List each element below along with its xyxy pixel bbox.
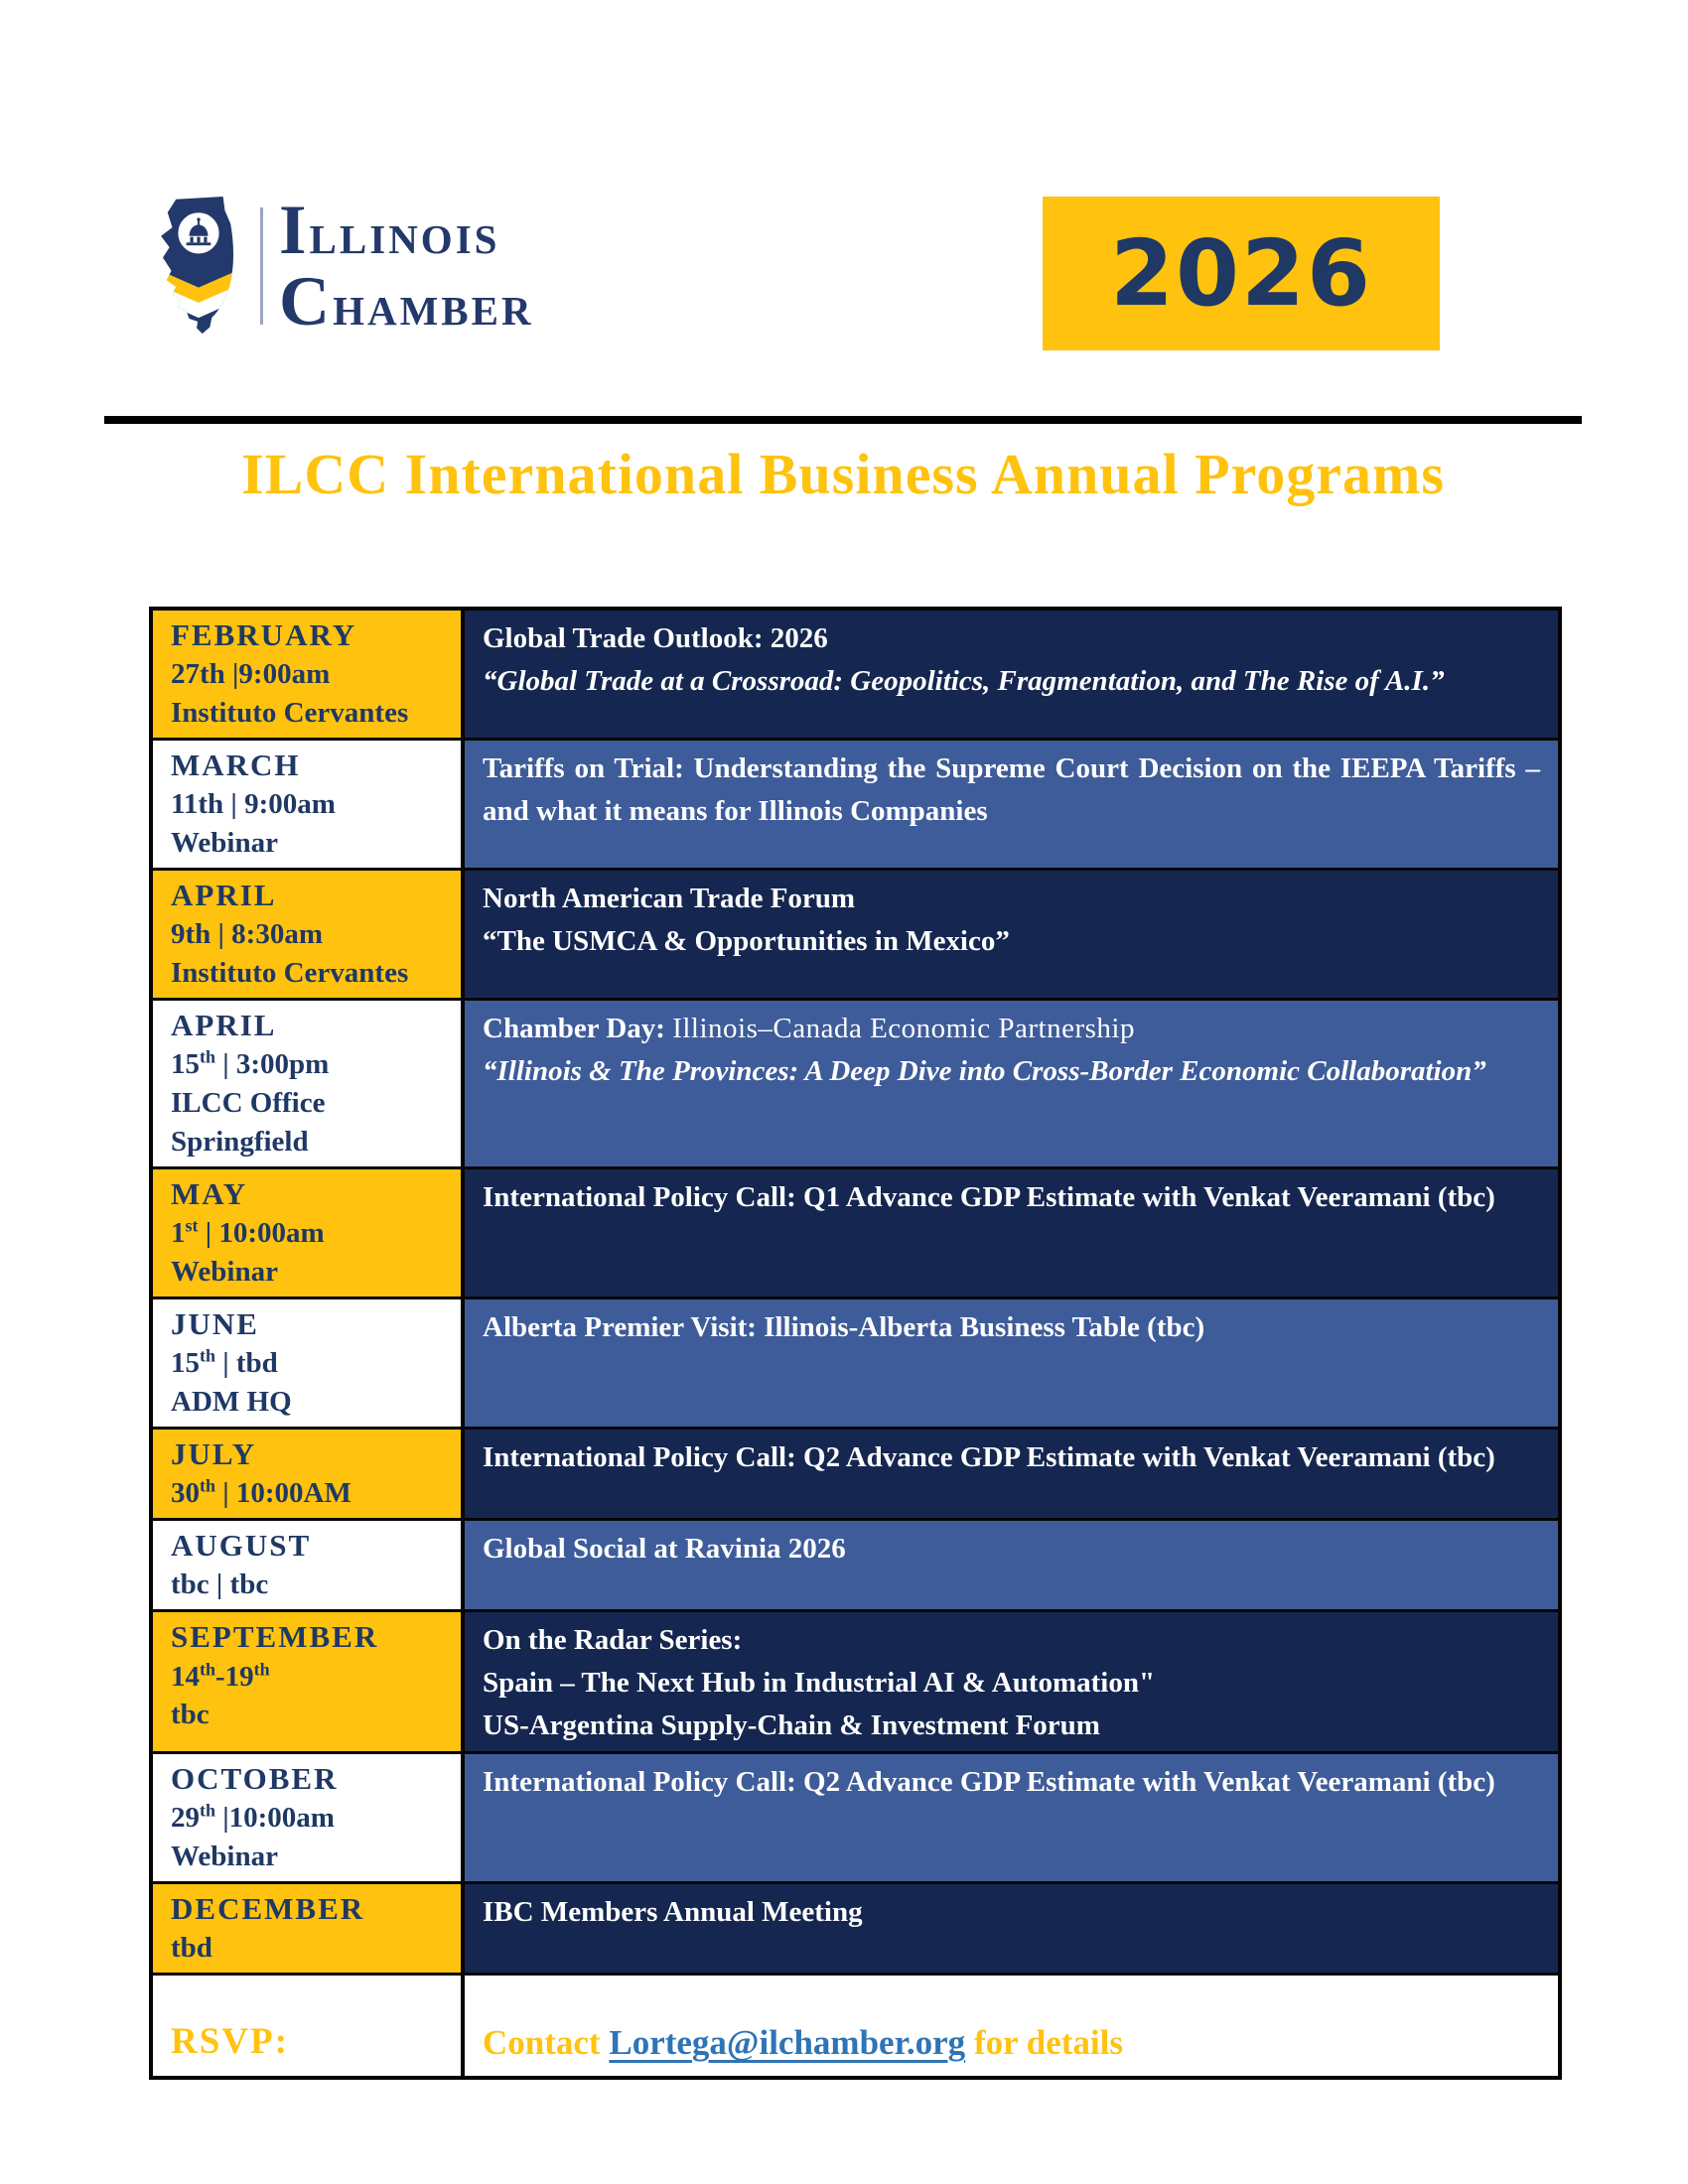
month-label: APRIL — [171, 878, 277, 913]
rsvp-contact-suffix: for details — [973, 2023, 1123, 2063]
month-label: APRIL — [171, 1008, 277, 1043]
venue-detail-2: Springfield — [171, 1126, 309, 1159]
logo-wordmark — [279, 192, 534, 341]
event-cell — [465, 871, 1558, 998]
event-cell — [465, 1299, 1558, 1427]
date-cell — [153, 1754, 465, 1881]
month-label: MAY — [171, 1175, 248, 1211]
date-cell — [153, 1884, 465, 1973]
event-cell — [465, 1430, 1558, 1518]
rsvp-contact-cell — [465, 1976, 1558, 2076]
date-time-detail: 15th | tbd — [171, 1345, 278, 1380]
event-title-rest: Illinois–Canada Economic Partnership — [672, 1013, 1135, 1045]
event-subtitle: “The USMCA & Opportunities in Mexico” — [483, 924, 1010, 957]
event-cell — [465, 1001, 1558, 1166]
venue-detail: Instituto Cervantes — [171, 957, 409, 990]
rsvp-label-cell — [153, 1976, 465, 2076]
venue-detail: Instituto Cervantes — [171, 697, 409, 730]
month-label: AUGUST — [171, 1528, 312, 1564]
date-time-detail: 14th-19th — [171, 1658, 270, 1693]
event-cell — [465, 611, 1558, 738]
email-link[interactable]: Lortega@ilchamber.org — [609, 2023, 966, 2063]
venue-detail: Webinar — [171, 1256, 278, 1289]
event-title: International Policy Call: Q1 Advance GDP Estimate with Venkat Veeramani (tbc) — [483, 1180, 1495, 1213]
logo-line-illinois: Illinois — [279, 192, 500, 269]
event-title: Alberta Premier Visit: Illinois-Alberta Business Table (tbc) — [483, 1310, 1205, 1343]
event-title: International Policy Call: Q2 Advance GDP Estimate with Venkat Veeramani (tbc) — [483, 1766, 1495, 1799]
month-label: MARCH — [171, 748, 301, 783]
month-label: OCTOBER — [171, 1761, 339, 1797]
event-cell — [465, 1884, 1558, 1973]
event-line-3: US-Argentina Supply-Chain & Investment Forum — [483, 1708, 1100, 1741]
year-badge-text: 2026 — [1109, 220, 1373, 327]
page-title: ILCC International Business Annual Programs — [241, 442, 1445, 506]
event-cell — [465, 1754, 1558, 1881]
date-cell — [153, 1169, 465, 1297]
illinois-chamber-logo — [151, 192, 534, 341]
schedule-row-august — [153, 1521, 1558, 1612]
event-title: Global Trade Outlook: 2026 — [483, 622, 828, 654]
date-cell — [153, 1521, 465, 1609]
date-time-detail: tbd — [171, 1932, 212, 1965]
date-time-detail: 9th | 8:30am — [171, 918, 323, 951]
date-time-detail: tbc | tbc — [171, 1569, 269, 1601]
schedule-row-october — [153, 1754, 1558, 1884]
date-cell — [153, 741, 465, 868]
date-cell — [153, 611, 465, 738]
event-cell — [465, 1521, 1558, 1609]
rsvp-contact-prefix: Contact — [483, 2023, 601, 2063]
schedule-row-may — [153, 1169, 1558, 1299]
date-cell — [153, 1612, 465, 1751]
date-time-detail: 29th |10:00am — [171, 1800, 335, 1835]
event-cell — [465, 741, 1558, 868]
venue-detail: Webinar — [171, 1841, 278, 1873]
event-subtitle: “Illinois & The Provinces: A Deep Dive into Cross-Border Economic Collaboration” — [483, 1054, 1486, 1087]
schedule-row-june — [153, 1299, 1558, 1430]
schedule-row-december — [153, 1884, 1558, 1976]
schedule-row-september — [153, 1612, 1558, 1754]
event-title: On the Radar Series: — [483, 1624, 743, 1657]
venue-detail: ILCC Office — [171, 1087, 326, 1120]
horizontal-rule — [104, 416, 1582, 424]
schedule-row-april-9 — [153, 871, 1558, 1001]
date-time-detail: 1st | 10:00am — [171, 1215, 325, 1250]
annual-programs-table — [149, 607, 1562, 2080]
event-title: North American Trade Forum — [483, 883, 856, 915]
venue-detail: Webinar — [171, 827, 278, 860]
schedule-row-april-15 — [153, 1001, 1558, 1169]
date-cell — [153, 1001, 465, 1166]
event-title: Tariffs on Trial: Understanding the Supreme Court Decision on the IEEPA Tariffs – and what it means for Illinois Companies — [483, 752, 1540, 827]
schedule-row-july — [153, 1430, 1558, 1521]
event-cell — [465, 1169, 1558, 1297]
rsvp-label: RSVP: — [171, 2021, 289, 2063]
date-cell — [153, 871, 465, 998]
date-cell — [153, 1299, 465, 1427]
month-label: SEPTEMBER — [171, 1619, 379, 1655]
event-title: IBC Members Annual Meeting — [483, 1896, 863, 1929]
event-title — [483, 1008, 1540, 1050]
rsvp-contact-line — [483, 2023, 1123, 2071]
date-time-detail: 15th | 3:00pm — [171, 1046, 330, 1081]
logo-line-chamber: Chamber — [279, 263, 534, 341]
event-line-2: Spain – The Next Hub in Industrial AI & Automation" — [483, 1666, 1156, 1699]
venue-detail: tbc — [171, 1699, 210, 1731]
schedule-row-march — [153, 741, 1558, 871]
date-time-detail: 11th | 9:00am — [171, 788, 336, 821]
date-time-detail: 27th |9:00am — [171, 658, 331, 691]
month-label: FEBRUARY — [171, 617, 357, 652]
illinois-state-capitol-icon — [151, 196, 246, 337]
venue-detail: ADM HQ — [171, 1386, 292, 1419]
month-label: DECEMBER — [171, 1891, 365, 1927]
event-title: Global Social at Ravinia 2026 — [483, 1533, 846, 1566]
year-badge — [1043, 197, 1440, 350]
logo-divider — [260, 207, 263, 325]
event-title: International Policy Call: Q2 Advance GDP Estimate with Venkat Veeramani (tbc) — [483, 1440, 1495, 1473]
date-cell — [153, 1430, 465, 1518]
event-cell — [465, 1612, 1558, 1751]
month-label: JUNE — [171, 1305, 259, 1341]
date-time-detail: 30th | 10:00AM — [171, 1475, 352, 1510]
month-label: JULY — [171, 1435, 257, 1471]
schedule-row-february — [153, 611, 1558, 741]
event-title-lead: Chamber Day: — [483, 1013, 665, 1045]
event-subtitle: “Global Trade at a Crossroad: Geopolitics, Fragmentation, and The Rise of A.I.” — [483, 664, 1445, 697]
rsvp-row — [153, 1976, 1558, 2076]
